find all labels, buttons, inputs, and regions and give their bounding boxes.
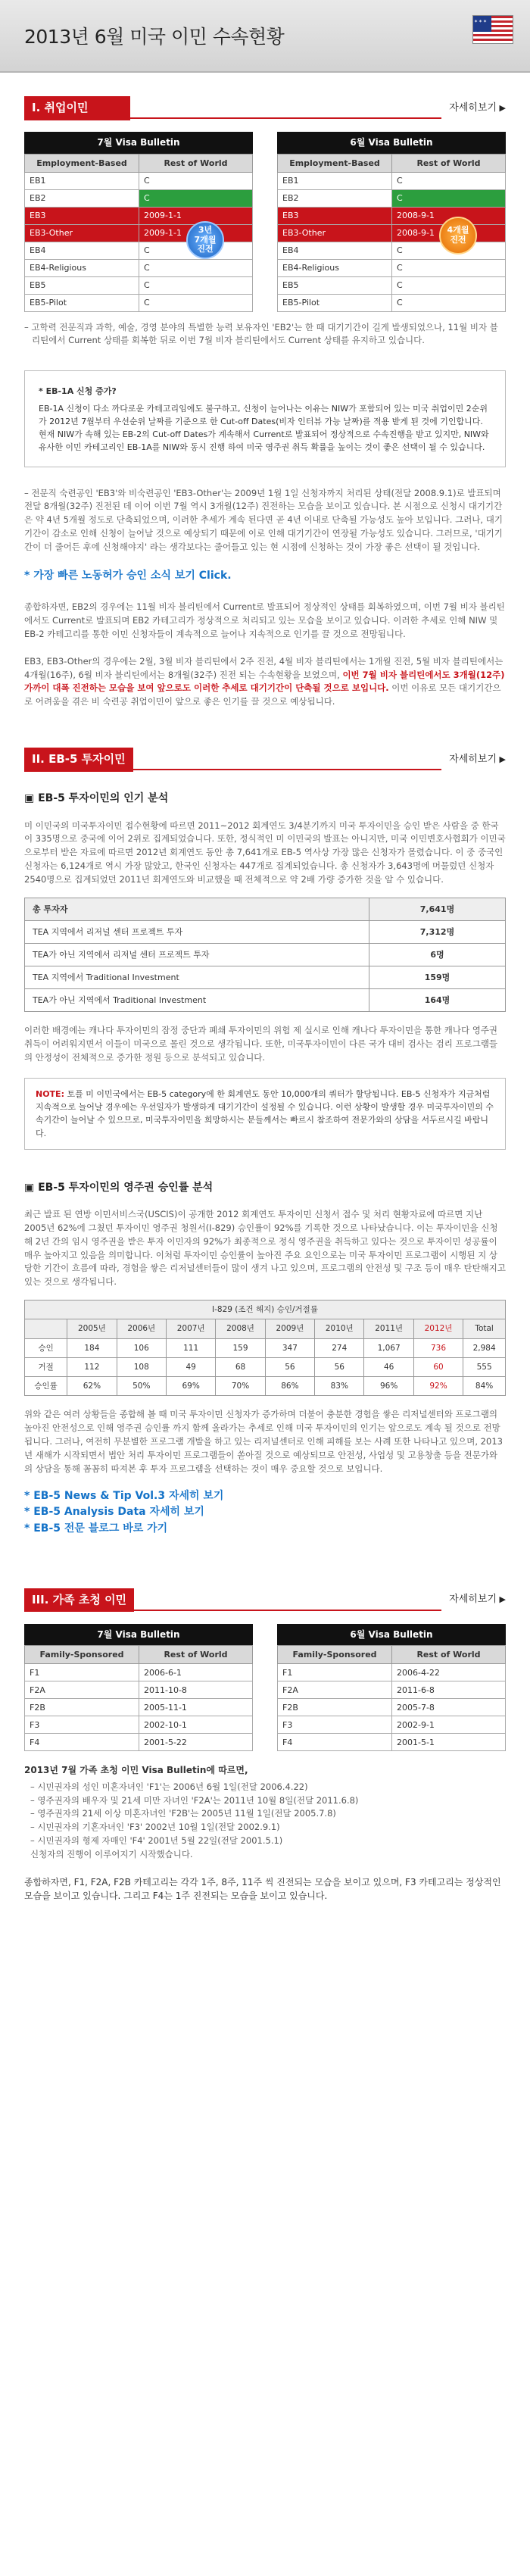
table-row: EB4 C (278, 242, 506, 259)
table-caption: 6월 Visa Bulletin (277, 132, 506, 154)
eb5-link[interactable]: * EB-5 전문 블로그 바로 가기 (24, 1521, 506, 1538)
table-row: 승인 184 106 111 159 347 274 1,067 736 2,984 (25, 1338, 506, 1357)
subsection-title: ▣ EB-5 투자이민의 영주권 승인률 분석 (24, 1180, 506, 1197)
table-row: EB4-Religious C (278, 259, 506, 276)
i829-approval-table: I-829 (조건 해지) 승인/거절률 2005년 2006년 2007년 2008년 2009년 2010년 2011년 2012년 Total 승인 184 106 111 159 347 274 1,067 736 2,984 거절 112 108 49 68 56 56 46 60 555 승인률 62% 50% 69% 70% 86% 83% 96% 92% 84% (24, 1300, 506, 1396)
section-tag: II. EB-5 투자이민 (24, 748, 133, 771)
subsection-title: ▣ EB-5 투자이민의 인기 분석 (24, 791, 506, 807)
eb3-paragraph: – 전문직 숙련공인 'EB3'와 비숙련공인 'EB3-Other'는 2009년 1월 1일 신청자까지 처리된 상태(전달 2008.9.1)로 발표되며 전달 8개월(32주) 진전된 데 이어 이번 7월 역시 3개월(12주) 진전하는 모습을 보이고 있습니다. 본 시점으로 신청시 대기기간은 약 4년 5개월 정도로 단축되었으며, 이러한 추세가 계속 된다면 곧 4년 이내로 단축될 가능성도 높아 보입니다. 그러나, 대기기간이 감소로 인해 신청이 늘어날 것으로 예상되기 때문에 이로 인해 대기기간이 연장될 가능성도 있습니다. 그러므로, '대기기간이 더 줄어든 후에 신청해야지' 라는 생각보다는 줄어들고 있는 현 시점에 신청하는 것이 가장 좋은 선택이 될 것입니다. (24, 487, 503, 552)
table-row: EB5 C (25, 276, 253, 294)
progress-badge: 4개월 진전 (439, 217, 477, 254)
table-row: EB1 C (25, 172, 253, 189)
table-row: TEA가 아닌 지역에서 Traditional Investment 164명 (25, 988, 506, 1011)
list-item: – 영주권자의 21세 이상 미혼자녀인 'F2B'는 2005년 11월 1일(전달 2005.7.8) (30, 1808, 336, 1819)
table-row: EB3-Other 2009-1-1 (25, 224, 253, 242)
section-employment-header (24, 95, 506, 121)
more-link[interactable]: 자세히보기 ▶ (449, 752, 506, 767)
table-row: EB3 2008-9-1 (278, 207, 506, 224)
table-row: TEA가 아닌 지역에서 리저널 센터 프로젝트 투자 6명 (25, 943, 506, 966)
table-row: F2A 2011-10-8 (25, 1681, 253, 1699)
table-row: F3 2002-9-1 (278, 1716, 506, 1734)
table-row: F1 2006-4-22 (278, 1664, 506, 1681)
eb5-outlook-paragraph: 위와 같은 여러 상황들을 종합해 볼 때 미국 투자이민 신청자가 증가하며 더불어 충분한 경험을 쌓은 리저널센터와 프로그램의 높아진 안전성으로 인해 영주권 승인률 까지 함께 올라가는 추세로 인해 미국 투자이민의 인기는 앞으로도 계속 될 것으로 전망됩니다. 그러나, 여전히 무분별한 프로그램 개발을 하고 있는 리저널센터로 인해 피해를 보는 사례 또한 나타나고 있으며, 2013년 새해가 시작되면서 법안 처리 투자이민 프로그램들이 쏟아질 것으로 예상되므로 안전성, 사업성 및 고용창출 등을 전문가와의 상담을 통해 꼼꼼히 따져본 후 투자 프로그램을 선택하는 것이 매우 중요할 것으로 보입니다. (24, 1409, 503, 1474)
table-caption: 6월 Visa Bulletin (277, 1624, 506, 1646)
list-item: 신청자의 진행이 이루어지기 시작했습니다. (30, 1848, 193, 1859)
eb2-note: – 고학력 전문직과 과학, 예술, 경영 분야의 특별한 능력 보유자인 'EB2'는 한 때 대기기간이 길게 발생되었으나, 11월 비자 블리틴에서 Current 상태를 회복한 뒤로 이번 7월 비자 블리틴에서도 Current 상태를 유지하고 있습니다. (24, 321, 498, 346)
table-row: F2B 2005-7-8 (278, 1699, 506, 1716)
eb1a-info-box: * EB-1A 신청 증가? EB-1A 신청이 다소 까다로운 카테고리임에도 불구하고, 신청이 늘어나는 이유는 NIW가 포함되어 있는 미국 취업이민 2순위가 2012년 7월부터 우선순위 날짜를 기준으로 한 Cut-off Dates(비자 인터뷰 가능 날짜)를 적용 받게 된 것에 기인합니다. 현재 NIW가 속해 있는 EB-2의 Cut-off Dates가 계속해서 Current로 발표되어 정상적으로 수속진행을 받고 있지만, NIW와 유사한 이민 카테고리인 EB-1A를 NIW와 동시 진행 하여 미국 영주권 취득 확률을 높이는 것이 좋은 선택이 될 수 있습니다. (24, 370, 506, 467)
table-row: EB5-Pilot C (25, 294, 253, 311)
family-summary: 2013년 7월 가족 초청 이민 Visa Bulletin에 따르면, – 시민권자의 성인 미혼자녀인 'F1'는 2006년 6월 1일(전달 2006.4.22) – 영주권자의 배우자 및 21세 미만 자녀인 'F2A'는 2011년 10월 8일(전달 2011.6.8) – 영주권자의 21세 이상 미혼자녀인 'F2B'는 2005년 11월 1일(전달 2005.7.8) – 시민권자의 기혼자녀인 'F3' 2002년 10월 1일(전달 2002.9.1) – 시민권자의 형제 자매인 'F4' 2001년 5월 22일(전달 2001.5.1) 신청자의 진행이 이루어지기 시작했습니다. (24, 1763, 506, 1861)
table-row: EB5-Pilot C (278, 294, 506, 311)
table-row: EB4-Religious C (25, 259, 253, 276)
family-bullets (24, 1781, 506, 1862)
section-tag: III. 가족 초청 이민 (24, 1588, 134, 1612)
employment-tables (24, 132, 506, 312)
eb5-popularity-paragraph: 미 이민국의 미국투자이민 접수현황에 따르면 2011~2012 회계연도 3/4분기까지 미국 투자이민을 승인 받은 사람을 중 한국이 335명으로 중국에 이어 2위로 집계되었습니다. 또한, 정식적인 미 이민국의 발표는 아니지만, 미국 이민변호사협회가 이민국으로부터 받은 자료에 따르면 2012년 회계연도 동안 총 7,641개로 EB-5 역사상 가장 많은 신청자가 몰렸습니다. 이 중 중국인 신청자는 6,124개로 역시 가장 많았고, 한국인 신청자는 447개로 집계되었습니다. 총 신청자가 3,643명에 머물렀던 신청자 2540명으로 집계되었던 2011년 회계연도와 비교했을 때 전체적으로 약 2배 가량 증가한 것을 알 수 있습니다. (24, 820, 506, 885)
family-tables (24, 1624, 506, 1752)
table-row: EB3-Other 2008-9-1 (278, 224, 506, 242)
more-link[interactable]: 자세히보기 ▶ (449, 101, 506, 116)
eb5-link[interactable]: * EB-5 News & Tip Vol.3 자세히 보기 (24, 1488, 506, 1505)
section-family-header (24, 1588, 506, 1613)
visa-bulletin-table-july: 7월 Visa Bulletin Employment-Based Rest of World EB1 C EB2 C EB3 2009-1-1 EB3-Other 2009-1-1 EB4 C EB4-Religious C EB5 C EB5-Pilot C (24, 132, 253, 312)
list-item: – 영주권자의 배우자 및 21세 미만 자녀인 'F2A'는 2011년 10월 8일(전달 2011.6.8) (30, 1794, 359, 1806)
investor-stats-table (24, 898, 506, 1012)
labor-cert-link[interactable]: * 가장 빠른 노동허가 승인 소식 보기 Click. (24, 569, 232, 582)
more-link[interactable]: 자세히보기 ▶ (449, 1592, 506, 1607)
list-item: – 시민권자의 성인 미혼자녀인 'F1'는 2006년 6월 1일(전달 2006.4.22) (30, 1781, 308, 1792)
family-conclusion: 종합하자면, F1, F2A, F2B 카테고리는 각각 1주, 8주, 11주 씩 진전되는 모습을 보이고 있으며, F3 카테고리는 정상적인 모습을 보이고 있습니다. 그리고 F4는 1주 진전되는 모습을 보이고 있습니다. (24, 1876, 501, 1902)
table-row: F4 2001-5-1 (278, 1734, 506, 1751)
eb5-link[interactable]: * EB-5 Analysis Data 자세히 보기 (24, 1504, 506, 1521)
section-tag: I. 취업이민 (24, 96, 130, 120)
visa-bulletin-table-june: 6월 Visa Bulletin Employment-Based Rest of World EB1 C EB2 C EB3 2008-9-1 EB3-Other 2008-9-1 EB4 C EB4-Religious C EB5 C EB5-Pilot C (277, 132, 506, 312)
table-row: F1 2006-6-1 (25, 1664, 253, 1681)
eb5-approval-paragraph: 최근 발표 된 연방 이민서비스국(USCIS)이 공개한 2012 회계연도 투자이민 신청서 접수 및 처리 현황자료에 따르면 지난 2005년 62%에 그쳤던 투자이민 영주권 청원서(I-829) 승인률이 92%를 기록한 것으로 나타났습니다. 이는 투자이민을 신청해 2년 간의 임시 영주권을 받은 투자 이민자의 92%가 최종적으로 정식 영주권을 취득하고 있다는 것으로 투자이민 성공률이 매우 높아지고 있음을 의미합니다. 이처럼 투자이민 승인률이 높아진 주요 요인으로는 미국 투자이민 프로그램이 시행된 지 상당한 기간이 흐름에 따라, 경험을 쌓은 리저널센터들이 많이 생겨 나고 있으며, 프로그램의 안전성 및 구조 등이 매우 탄탄해지고 있는 것으로 생각됩니다. (24, 1209, 507, 1288)
table-row: TEA 지역에서 리저널 센터 프로젝트 투자 7,312명 (25, 920, 506, 943)
table-caption: 7월 Visa Bulletin (24, 1624, 253, 1646)
table-row: F2B 2005-11-1 (25, 1699, 253, 1716)
table-row: TEA 지역에서 Traditional Investment 159명 (25, 966, 506, 988)
us-flag-icon (472, 15, 513, 44)
list-item: – 시민권자의 형제 자매인 'F4' 2001년 5월 22일(전달 2001.5.1) (30, 1835, 283, 1847)
eb5-links (24, 1488, 506, 1538)
table-row: 승인률 62% 50% 69% 70% 86% 83% 96% 92% 84% (25, 1377, 506, 1396)
table-row: EB2 C (25, 189, 253, 207)
table-row: F4 2001-5-22 (25, 1734, 253, 1751)
eb5-background-paragraph: 이러한 배경에는 캐나다 투자이민의 잠정 중단과 폐쇄 투자이민의 위험 제 실시로 인해 캐나다 투자이민을 통한 캐나다 영주권 취득이 어려워지면서 이들이 미국으로 몰린 것으로 생각됩니다. 또한, 미국투자이민이 다른 국가 대비 검사는 검리 프로그램들의 안정성이 전체적으로 증가한 정원 등으로 분석되고 있습니다. (24, 1024, 498, 1063)
page-title: 2013년 6월 미국 이민 수속현황 (24, 26, 285, 48)
table-row: EB5 C (278, 276, 506, 294)
list-item: – 시민권자의 기혼자녀인 'F3' 2002년 10월 1일(전달 2002.9.1) (30, 1822, 280, 1833)
table-row: 거절 112 108 49 68 56 56 46 60 555 (25, 1357, 506, 1376)
table-row: F2A 2011-6-8 (278, 1681, 506, 1699)
table-row: EB1 C (278, 172, 506, 189)
table-caption: 7월 Visa Bulletin (24, 132, 253, 154)
family-bulletin-table-june: 6월 Visa Bulletin Family-Sponsored Rest of World F1 2006-4-22 F2A 2011-6-8 F2B 2005-7-8 F3 2002-9-1 F4 2001-5-1 (277, 1624, 506, 1752)
family-bulletin-table-july: 7월 Visa Bulletin Family-Sponsored Rest of World F1 2006-6-1 F2A 2011-10-8 F2B 2005-11-1 F3 2002-10-1 F4 2001-5-22 (24, 1624, 253, 1752)
section-eb5-header (24, 747, 506, 773)
table-row: 총 투자자 7,641명 (25, 898, 506, 920)
table-title: I-829 (조건 해지) 승인/거절률 (25, 1300, 506, 1319)
table-row: F3 2002-10-1 (25, 1716, 253, 1734)
eb5-note-box: NOTE: 토플 미 이민국에서는 EB-5 category에 한 회계연도 동안 10,000개의 쿼터가 할당됩니다. EB-5 신청자가 지금처럼 지속적으로 늘어날 경우에는 우선일자가 발생하게 대기기간이 설정될 수 있습니다. 이런 상황이 발생할 경우 미국투자이민의 수속기간이 늘어날 수 있으므로, 미국투자이민을 희망하시는 분들께서는 빠르시 참조하여 전문가와의 상담을 서두르시길 바랍니다. (24, 1078, 506, 1149)
eb3-summary-paragraph: EB3, EB3-Other의 경우에는 2월, 3월 비자 블리틴에서 2주 진전, 4월 비자 블리틴에서는 1개월 진전, 5월 비자 블리틴에서는 4개월(16주), 6월 비자 블리틴에서는 8개월(32주) 진전 되는 수속현황을 보였으며, 이번 7월 비자 블리틴에서도 3개월(12주) 가까이 대폭 진전하는 모습을 보여 앞으로도 이러한 추세로 대기기간이 단축될 것으로 보입니다. 이번 이유로 모든 대기기간으로 어려움을 겪은 비 숙련공 취업이민이 앞으로 좋은 인기를 끌 것으로 예상됩니다. (24, 655, 505, 707)
page-header (0, 0, 530, 73)
table-row: EB2 C (278, 189, 506, 207)
summary-paragraph: 종합하자면, EB2의 경우에는 11월 비자 블리틴에서 Current로 발표되어 정상적인 상태를 회복하였으며, 이번 7월 비자 블리틴에서도 Current로 발표되며 EB2 카테고리가 정상적으로 처리되고 있는 모습을 보이고 있습니다. 이러한 추세로 인해 NIW 및 EB-2 카테고리를 통한 이민 신청자들이 계속적으로 늘어나 지속적으로 인기를 끌 것으로 전망됩니다. (24, 601, 505, 639)
progress-badge: 3년 7개월 진전 (186, 221, 224, 259)
table-row: EB4 C (25, 242, 253, 259)
table-row: EB3 2009-1-1 (25, 207, 253, 224)
